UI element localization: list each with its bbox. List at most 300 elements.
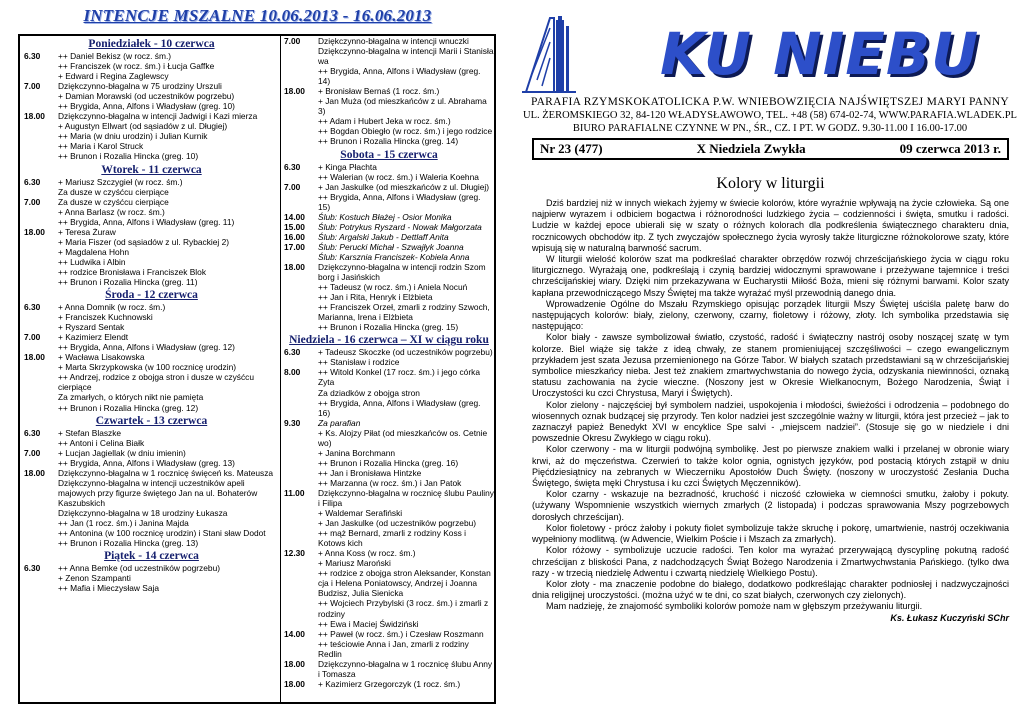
mass-time [24,247,58,257]
intention-text: ++ teściowie Anna i Jan, zmarli z rodziny Redlin [318,638,469,659]
intention-row [284,126,494,136]
intention-row [24,121,279,131]
intention-row [284,136,494,146]
intention-text: ++ Brygida, Anna, Alfons i Władysław (greg. 11) [58,216,235,227]
intention-text: ++ Brygida, Anna, Alfons i Władysław (greg. 15) [318,191,481,212]
article-paragraph: Kolor fioletowy - prócz żałoby i pokuty fiolet symbolizuje także skruchę i pokorę, umartwienie, nastrój oczekiwania wypełniony modlitwą. (w Adwencie, Wielkim Poście i i Mszach za zmarłych). [532,522,1009,545]
intention-row [24,151,279,161]
intention-text: ++ Walerian (w rocz. śm.) i Waleria Koehna [318,171,479,182]
intention-text: + Teresa Żuraw [58,226,116,237]
intention-text: Za zmarłych, o których nikt nie pamięta [58,392,204,403]
intention-row [24,312,279,322]
mass-time [24,478,58,508]
mass-time [24,322,58,332]
intention-row [24,302,279,312]
intention-row [284,639,494,659]
intention-row [284,398,494,418]
mass-time [24,458,58,468]
mass-time [284,398,318,418]
mass-time [284,448,318,458]
intention-row [24,141,279,151]
intention-row [24,372,279,392]
article-paragraph: W liturgii wielość kolorów szat ma podkreślać charakter obrzędów rozwój chrześcijańskiego życia w ciągu roku liturgicznego. Wyrażają one, podkreślają i czynią bardziej widocznymi sprawowane i przeżywane tajemnice i treści chrześcijańskiej wiary. Dzięki nim przekazywana w Eucharystii Miłość Boża, mieni się różnymi barwami. Kolor szaty kapłana przewodniczącego Mszy Świętej ma także wyrażać myśl przewodnią danego dnia. [532,254,1009,298]
intention-row [284,548,494,558]
intention-row [284,96,494,116]
intention-row [24,468,279,478]
mass-time [284,558,318,568]
article-paragraph: Kolor czarny - wskazuje na bezradność, kruchość i niczość człowieka w ciemności smutku, żałoby i pokuty. (używany Wspomnienie wszystkich wiernych zmarłych (2 listopada) i podczas sprawowania Mszy pogrzebowych dorosłych chrześcijan). [532,489,1009,522]
issue-bar [532,138,1009,160]
intention-text: ++ Tadeusz (w rocz. śm.) i Aniela Nocuń [318,282,468,293]
intention-text: ++ Mafia i Mieczysław Saja [58,583,160,594]
day-heading: Sobota - 15 czerwca [340,148,438,161]
issue-sunday: X Niedziela Zwykła [696,141,806,156]
mass-time: 7.00 [284,36,301,46]
parish-name: PARAFIA RZYMSKOKATOLICKA P.W. WNIEBOWZIĘCIA NAJŚWIĘTSZEJ MARYI PANNY [530,96,1010,108]
intention-row [284,508,494,518]
intention-text: + Mariusz Maroński [318,558,391,569]
mass-time [24,518,58,528]
intention-row [24,478,279,508]
mass-time [284,568,318,598]
intention-row [284,222,494,232]
intention-text: ++ Adam i Hubert Jeka w rocz. śm.) [318,116,451,127]
intention-row [284,242,494,252]
mass-time [24,438,58,448]
intention-row [284,347,494,357]
intention-text: Ślub: Potrykus Ryszard - Nowak Małgorzata [318,221,482,232]
intention-text: + Jan Jaskulke (od uczestników pogrzebu) [318,518,477,529]
mass-time: 6.30 [24,51,41,61]
mass-time [24,403,58,413]
mass-time [24,312,58,322]
intention-text: + Kinga Płachta [318,161,377,172]
intention-text: ++ Brygida, Anna, Alfons i Władysław (greg. 13) [58,457,235,468]
intention-text: ++ Wojciech Przybylski (3 rocz. śm.) i zmarli z rodziny [318,598,489,619]
intention-row [284,478,494,488]
intention-text: + Ks. Alojzy Piłat (od mieszkańców os. Cetnie wo) [318,427,488,448]
intention-text: ++ Ludwika i Albin [58,256,126,267]
intention-text: Dziękczynno-błagalna w intencji rodzin Szom borg i Jasińskich [318,261,486,283]
intention-text: + Jan Muża (od mieszkańców z ul. Abrahama 3) [318,96,487,117]
intention-text: ++ Brunon i Rozalia Hincka (greg. 13) [58,538,199,549]
intention-text: Za dusze w czyśćcu cierpiące [58,196,169,207]
intention-row [284,558,494,568]
intention-row [284,598,494,618]
parish-header [520,96,1020,135]
mass-time [24,583,58,593]
intention-row [284,86,494,96]
intentions-title: INTENCJE MSZALNE 10.06.2013 - 16.06.2013 [83,6,432,25]
intention-row [284,116,494,126]
mass-time [284,302,318,322]
intention-text: Ślub: Karsznia Franciszek- Kobiela Anna [318,251,470,262]
intention-text: ++ Maria (w dniu urodzin) i Julian Kurnik [58,131,208,142]
article-paragraph: Kolor zielony - najczęściej był symbolem nadziei, uspokojenia i młodości, świeżości i odrodzenia – podobnego do wiosennych oznak budzącej się przyrody. Ten kolor nadziei jest szczególnie ważny w liturgii, która jest przecież – jak to zaznaczył papież Benedykt XVI w encyklice Spe salvi - „miejscem nadziei”. (Stosuje się go w niedziele i dni powszednie Okresu Zwykłego w ciągu roku). [532,399,1009,444]
intention-text: ++ rodzice z obojga stron Aleksander, Konstan cja i Helena Poniatowscy, Andrzej i Joanna Budzisz, Julia Sienicka [318,568,491,599]
intention-row [24,207,279,217]
mass-time [284,518,318,528]
intention-row [284,302,494,322]
intention-row [24,187,279,197]
intention-row [284,418,494,428]
intention-row [24,508,279,518]
intention-row [24,101,279,111]
intention-text: Dziękczynno-błagalna w 75 urodziny Urszuli [58,81,222,92]
mass-time [24,131,58,141]
intention-text: ++ Franciszek Orzeł, zmarli z rodziny Szwoch, Marianna, Irena i Elżbieta [318,302,490,323]
intention-text: Za dusze w czyśćcu cierpiące [58,186,169,197]
intention-row [284,659,494,679]
mass-time [24,277,58,287]
intention-text: + Stefan Blaszke [58,427,122,438]
intention-text: Za parafian [318,417,361,428]
intention-text: ++ Andrzej, rodzice z obojga stron i dusze w czyśćcu cierpiące [58,372,254,393]
intention-text: + Anna Koss (w rocz. śm.) [318,548,416,559]
mass-time [284,428,318,448]
issue-number: Nr 23 (477) [540,141,603,156]
intention-row [284,46,494,66]
intention-row [24,438,279,448]
day-heading: Niedziela - 16 czerwca – XI w ciągu roku [289,334,489,347]
intention-text: + Kazimierz Elendt [58,332,129,343]
mass-time [24,257,58,267]
intention-text: ++ rodzice Bronisława i Franciszek Blok [58,266,207,277]
mass-time [24,362,58,372]
intention-row [24,247,279,257]
intention-text: ++ Anna Bemke (od uczestników pogrzebu) [58,563,221,574]
intention-row [24,217,279,227]
mass-time: 7.00 [24,81,41,92]
intention-row [24,583,279,593]
intention-row [24,197,279,207]
intention-text: ++ Brunon i Rozalia Hincka (greg. 16) [318,457,459,468]
intention-row [24,518,279,528]
intention-text: + Ryszard Sentak [58,322,125,333]
mass-time: 6.30 [24,563,41,574]
intention-text: ++ mąż Bernard, zmarli z rodziny Koss i Kotows kich [318,528,467,549]
mass-time [24,528,58,538]
intention-text: ++ Marzanna (w rocz. śm.) i Jan Patok [318,477,462,488]
intention-row [24,403,279,413]
mass-time: 9.30 [284,417,301,428]
parish-address: UL. ŻEROMSKIEGO 32, 84-120 WŁADYSŁAWOWO, TEL. +48 (58) 674-02-74, WWW.PARAFIA.WLADEK.PL [523,110,1017,121]
intention-row [24,131,279,141]
mass-time: 8.00 [284,367,301,378]
mass-time [24,372,58,392]
mass-time [284,468,318,478]
mass-time [284,172,318,182]
mass-time: 6.30 [24,427,41,438]
intention-row [284,162,494,172]
intention-row [24,563,279,573]
article-paragraph: Dziś bardziej niż w innych wiekach żyjemy w świecie kolorów, które wyraźnie wpływają na życie człowieka. Są one najpierw wyrazem i odbiciem bogactwa i różnorodności ludzkiego życia – codzienności i święta, smutku i radości. Ludzie w każdej epoce ubierali się w szaty o różnych kolorach dla podkreślenia świątecznego charakteru dnia, rocznicowych obchodów itp. Z tych zwyczajów społecznego życia wyrosły także liturgiczne różnokolorowe szaty, które wpisują się w naturalną barwność sacrum. [532,198,1009,253]
mass-time [24,187,58,197]
intention-row [24,51,279,61]
intention-text: Dziękczynno-błagalna w rocznicę ślubu Pauliny i Filipa [318,487,494,509]
intention-row [284,262,494,282]
intention-text: Dziękczynno-błagalna w 18 urodziny Łukasza [58,507,228,518]
intention-text: ++ Brygida, Anna, Alfons i Władysław (greg. 14) [318,66,481,87]
day-heading: Środa - 12 czerwca [105,289,198,302]
mass-time [284,116,318,126]
article-paragraph: Mam nadzieję, że znajomość symboliki kolorów pomoże nam w głębszym przeżywaniu liturgii. [546,601,923,612]
intention-row [24,428,279,438]
intention-text: + Damian Morawski (od uczestników pogrzebu) [58,91,235,102]
intention-row [24,111,279,121]
intention-text: ++ Franciszek (w rocz. śm.) i Łucja Gaffke [58,61,215,72]
mass-time [284,598,318,618]
mass-time [284,458,318,468]
article-paragraph: Kolor różowy - symbolizuje uczucie radości. Ten kolor ma wyrażać przerywającą dyscyplinę pokutną radość chrześcijan z bliskości Pana, z nadchodzących Świąt Bożego Narodzenia i Zmartwychwstania Pańskiego. (tylko dwa razy - w trzecią niedzielę Adwentu i czwartą niedzielę Wielkiego Postu). [532,545,1009,578]
intention-row [24,257,279,267]
mass-time [284,252,318,262]
intention-text: + Jan Jaskulke (od mieszkańców z ul. Długiej) [318,181,490,192]
mass-time: 14.00 [284,628,305,639]
mass-time [24,71,58,81]
mass-time: 18.00 [284,86,305,97]
mass-time: 12.30 [284,548,305,559]
mass-time [284,357,318,367]
mass-time [284,192,318,212]
mass-time [284,478,318,488]
intention-row [284,679,494,689]
intention-row [24,277,279,287]
intention-row [24,237,279,247]
mass-time: 6.30 [284,347,301,358]
intention-text: ++ Brunon i Rozalia Hincka (greg. 14) [318,136,459,147]
intention-row [284,292,494,302]
intention-text: Dziękczynno-błagalna w intencji wnuczki [318,36,469,46]
mass-time [284,322,318,332]
intention-text: + Anna Domnik (w rocz. śm.) [58,302,166,313]
mass-time: 18.00 [24,226,45,237]
intention-row [284,172,494,182]
intention-row [24,177,279,187]
intention-text: ++ Witold Konkel (17 rocz. śm.) i jego córka Zyta [318,367,480,388]
mass-time: 18.00 [24,111,45,122]
intention-text: + Magdalena Hohn [58,246,130,257]
intention-text: ++ Daniel Bekisz (w rocz. śm.) [58,51,172,61]
day-heading: Wtorek - 11 czerwca [101,163,202,176]
mass-time [284,292,318,302]
day-heading: Piątek - 14 czerwca [104,550,199,563]
intention-text: + Marta Skrzypkowska (w 100 rocznicę urodzin) [58,362,237,373]
intention-row [284,212,494,222]
mass-time [24,61,58,71]
issue-date: 09 czerwca 2013 r. [899,141,1001,156]
mass-time [24,392,58,402]
intention-row [24,538,279,548]
intention-text: ++ Jan (1 rocz. śm.) i Janina Majda [58,517,189,528]
intention-text: ++ Brygida, Anna, Alfons i Władysław (greg. 12) [58,342,235,353]
mass-time: 15.00 [284,221,305,232]
intention-row [284,568,494,598]
mass-time [24,217,58,227]
intention-text: + Edward i Regina Zaglewscy [58,71,169,82]
intention-text: ++ Antonina (w 100 rocznicę urodzin) i Stani sław Dodot [58,528,266,539]
mass-time: 7.00 [24,196,41,207]
intention-row [24,267,279,277]
mass-time [284,282,318,292]
mass-time [284,66,318,86]
intention-row [284,428,494,448]
day-heading: Poniedziałek - 10 czerwca [88,38,215,50]
intention-text: ++ Stanisław i rodzice [318,357,400,368]
intention-text: Za dziadków z obojga stron [318,387,420,398]
mass-time [284,528,318,548]
intention-text: + Janina Borchmann [318,447,396,458]
intention-text: ++ Antoni i Celina Białk [58,437,145,448]
intention-row [24,91,279,101]
article-paragraph: Kolor złoty - ma znaczenie podobne do białego, dodatkowo podkreślając charakter podniosłej i nadzwyczajności dnia religijnej uroczystości. (można użyć w te dni, co szat białych, czerwonych czy zielonych). [532,578,1009,601]
intention-row [24,448,279,458]
intention-row [284,192,494,212]
mass-time: 6.30 [24,176,41,187]
mass-time [24,91,58,101]
mass-time: 11.00 [284,487,305,498]
mass-time: 18.00 [284,658,305,669]
intention-row [284,388,494,398]
mass-time [284,96,318,116]
mass-time [24,508,58,518]
intention-text: + Kazimierz Grzegorczyk (1 rocz. śm.) [318,678,461,689]
intention-row [284,629,494,639]
mass-time: 16.00 [284,231,305,242]
intentions-box [18,34,496,704]
intention-text: ++ Maria i Karol Struck [58,141,144,152]
mass-time: 6.30 [24,302,41,313]
intention-row [284,357,494,367]
mass-time [284,46,318,66]
intention-row [24,392,279,402]
intentions-column-1 [24,36,279,702]
intention-text: ++ Bogdan Obiegło (w rocz. śm.) i jego rodzice [318,126,493,137]
intention-text: + Waldemar Serafiński [318,508,403,519]
intention-row [284,458,494,468]
mass-time: 14.00 [284,211,305,222]
intention-row [24,352,279,362]
mass-time: 7.00 [24,447,41,458]
mass-time [24,121,58,131]
article-paragraph: Kolor czerwony - ma w liturgii podwójną symbolikę. Jest po pierwsze znakiem walki i przelanej w obronie wiary krwi, aż do męczeństwa. Czerwień to także kolor ognia, ognistych języków, pod postacią których zstąpił w dniu Pięćdziesiątnicy na zebranych w Wieczerniku Apostołów Duch Święty. (noszony w uroczystość Zesłania Ducha Świętego, święta męki Chrystusa i ku czci Świętych Męczenników). [532,444,1009,489]
parish-office-hours: BIURO PARAFIALNE CZYNNE W PN., ŚR., CZ. I PT. W GODZ. 9.30-11.00 I 16.00-17.00 [572,123,968,134]
mass-time [24,267,58,277]
intention-row [284,448,494,458]
mass-time: 18.00 [24,467,45,478]
intention-row [284,36,494,46]
mass-time [24,141,58,151]
intention-row [24,61,279,71]
intention-row [24,332,279,342]
intention-text: Dziękczynno-błagalna w intencji uczestników apeli majowych przy figurze świętego Jan na ul. Bohaterów Kaszubskich [58,477,258,508]
article-paragraph: Wprowadzenie Ogólne do Mszału Rzymskiego opisując porządek liturgii Mszy Świętej uściśla paletę barw do następujących kolorów: biały, zielony, czerwony, czarny, fioletowy i różowy, złoty. Ich symbolika przedstawia się następująco: [532,298,1009,332]
mass-time [24,101,58,111]
intention-row [24,458,279,468]
article-paragraph: Kolor biały - zawsze symbolizował światło, czystość, radość i świąteczny nastrój osoby noszącej szatę w tym kolorze. Biel wiąże się także z ideą chwały, ze stanem promieniującej szczęśliwości – czego ewangelicznym przykładem jest szata Jezusa przemienionego na Górze Tabor. W białych szatach przedstawiani są w chrześcijańskiej symbolice mieszkańcy nieba. Jest też znakiem zmartwychwstania do nowego życia, odzyskania niewinności, oznaką statusu zachowania na życie wieczne. (Noszony jest w Okresie Wielkanocnym, Bożego Narodzenia, Świąt i Uroczystości ku czci Chrystusa, Maryi i Świętych). [532,332,1009,399]
church-logo-icon [520,14,580,94]
intention-text: ++ Jan i Bronisława Hintzke [318,467,422,478]
mass-time: 18.00 [284,261,305,272]
intention-text: + Maria Fiszer (od sąsiadów z ul. Rybackiej 2) [58,236,230,247]
intention-row [284,252,494,262]
intention-text: ++ Brygida, Anna, Alfons i Władysław (greg. 16) [318,397,481,418]
intention-text: Dziękczynno-błagalna w 1 rocznicę święceń ks. Mateusza [58,467,274,478]
intention-text: Dziękczynno-błagalna w 1 rocznicę ślubu Anny i Tomasza [318,658,493,679]
mass-time [284,136,318,146]
mass-time: 18.00 [284,678,305,689]
mass-time: 6.30 [284,161,301,172]
intention-text: + Zenon Szampanti [58,573,131,584]
intention-text: Dziękczynno-błagalna w intencji Jadwigi i Kazi mierza [58,111,258,122]
intention-row [284,488,494,508]
intention-row [24,573,279,583]
intention-text: ++ Jan i Rita, Henryk i Elżbieta [318,292,433,303]
article-body [532,198,1009,624]
intention-row [284,468,494,478]
intention-row [284,182,494,192]
column-divider [280,36,281,702]
article-signature: Ks. Łukasz Kuczyński SChr [890,612,1009,623]
intention-row [284,367,494,387]
intention-text: Ślub: Kostuch Błażej - Osior Monika [318,211,452,222]
intention-row [284,282,494,292]
mass-time [24,538,58,548]
intention-row [284,528,494,548]
intention-text: + Franciszek Kuchnowski [58,312,153,323]
mass-time: 17.00 [284,241,305,252]
intention-text: + Wacława Lisakowska [58,352,145,363]
mass-time [284,639,318,659]
intention-text: ++ Brunon i Rozalia Hincka (greg. 12) [58,402,199,413]
mass-time [284,388,318,398]
mass-time [24,237,58,247]
mass-time [24,342,58,352]
intention-text: ++ Brunon i Rozalia Hincka (greg. 15) [318,322,459,333]
intention-text: ++ Paweł (w rocz. śm.) i Czesław Roszmann [318,628,484,639]
intention-text: + Augustyn Ellwart (od sąsiadów z ul. Długiej) [58,121,228,132]
intention-row [24,342,279,352]
day-heading: Czwartek - 13 czerwca [95,414,208,427]
intention-row [24,71,279,81]
mass-time [284,508,318,518]
mass-time: 7.00 [284,181,301,192]
intention-text: Dziękczynno-błagalna w intencji Marii i Stanisła wa [318,46,494,67]
intention-row [24,81,279,91]
intention-text: + Tadeusz Skoczke (od uczestników pogrzebu) [318,347,493,358]
intention-row [24,362,279,372]
intention-row [284,232,494,242]
intention-text: Ślub: Perucki Michał - Szwajłyk Joanna [318,241,464,252]
intentions-column-2 [284,36,494,702]
mass-time: 18.00 [24,352,45,363]
intention-text: + Bronisław Bernaś (1 rocz. śm.) [318,86,440,97]
mass-time [284,126,318,136]
intention-row [24,528,279,538]
intention-text: Ślub: Argalski Jakub - Dettlaff Anita [318,231,449,242]
intention-row [24,227,279,237]
intention-row [24,322,279,332]
intention-text: + Anna Barlasz (w rocz. śm.) [58,206,165,217]
intention-text: + Mariusz Szczygieł (w rocz. śm.) [58,176,183,187]
intention-text: ++ Brunon i Rozalia Hincka (greg. 10) [58,151,199,162]
mass-time: 7.00 [24,332,41,343]
mass-time [284,619,318,629]
intention-text: ++ Brunon i Rozalia Hincka (greg. 11) [58,276,198,287]
intention-text: ++ Brygida, Anna, Alfons i Władysław (greg. 10) [58,101,235,112]
intention-row [284,322,494,332]
intention-row [284,66,494,86]
